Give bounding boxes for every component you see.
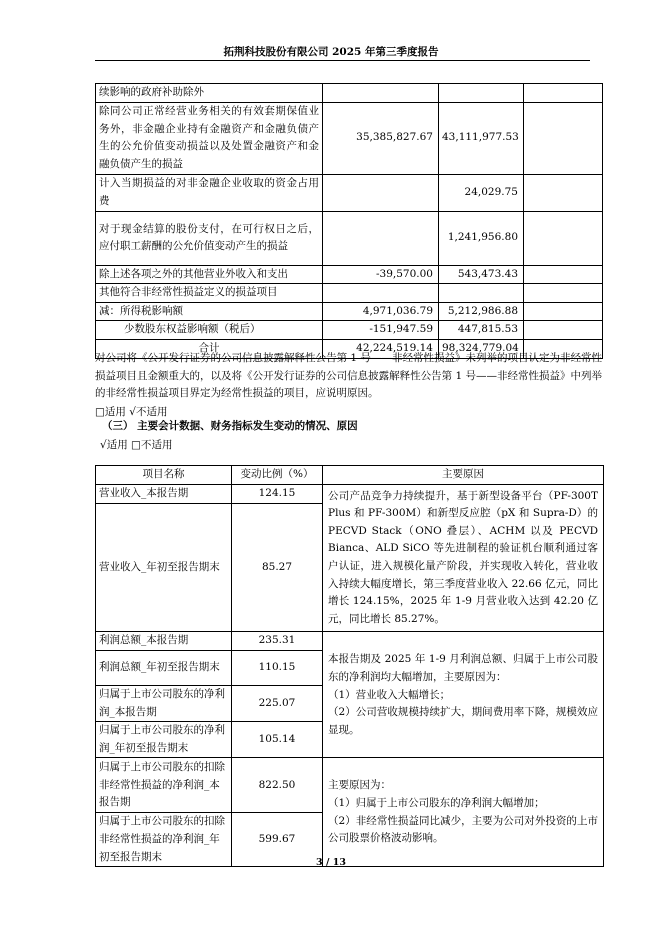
note-paragraph: 对公司将《公开发行证券的公司信息披露解释性公告第 1 号——非经常性损益》未列举的项目认定为非经常性损益项目且金额重大的，以及将《公开发行证券的公司信息披露解释性公告第 1 号——非经常性损益》中列举的非经常性损益项目界定为经常性损益的项目，应说明原因。 — [95, 352, 602, 400]
section-title: （三） 主要会计数据、财务指标发生变动的情况、原因 — [102, 420, 358, 432]
current-value: -151,947.59 — [323, 321, 439, 340]
row-label: 少数股东权益影响额（税后） — [96, 321, 323, 340]
ytd-value: 43,111,977.53 — [439, 102, 524, 174]
row-label: 除同公司正常经营业务相关的有效套期保值业务外，非金融企业持有金融资产和金融负债产生的公允价值变动损益以及处置金融资产和金融负债产生的损益 — [96, 102, 323, 174]
note-cell — [524, 302, 603, 321]
row-label: 减：所得税影响额 — [96, 302, 323, 321]
reason-profit — [323, 632, 604, 758]
item-name: 营业收入_年初至报告期末 — [96, 504, 232, 632]
current-value: -39,570.00 — [323, 265, 439, 284]
change-ratio: 822.50 — [232, 758, 323, 813]
change-ratio: 124.15 — [232, 484, 323, 504]
current-value — [323, 174, 439, 211]
note-cell — [524, 84, 603, 103]
table-row — [96, 174, 603, 211]
reason-revenue: 公司产品竞争力持续提升，基于新型设备平台（PF-300T Plus 和 PF-300M）和新型反应腔（pX 和 Supra-D）的 PECVD Stack（ONO 叠层）、ACHM 以及 PECVD Bianca、ALD SiCO 等先进制程的验证机台顺利通过客户认证，进入规模化量产阶段，并实现收入转化，营业收入持续大幅度增长，第三季度营业收入 22.66 亿元，同比增长 124.15%，2025 年 1-9 月营业收入达到 42.20 亿元，同比增长 85.27%。 — [323, 484, 604, 632]
row-label: 计入当期损益的对非金融企业收取的资金占用费 — [96, 174, 323, 211]
section-applicable: √适用 □不适用 — [100, 439, 173, 451]
reason-profit-1: （1）营业收入大幅增长； — [328, 688, 451, 701]
change-ratio: 235.31 — [232, 632, 323, 651]
table-row — [96, 84, 603, 103]
reason-deducted-1: （1）归属于上市公司股东的净利润大幅增加； — [328, 796, 545, 809]
ytd-value: 24,029.75 — [439, 174, 524, 211]
reason-deducted — [323, 758, 604, 867]
note-cell — [524, 321, 603, 340]
change-ratio: 85.27 — [232, 504, 323, 632]
ytd-value — [439, 84, 524, 103]
row-label: 对于现金结算的股份支付，在可行权日之后，应付职工薪酬的公允价值变动产生的损益 — [96, 211, 323, 265]
item-name: 利润总额_年初至报告期末 — [96, 650, 232, 685]
table-row — [96, 632, 604, 651]
note-cell — [524, 211, 603, 265]
note-cell — [524, 265, 603, 284]
item-name: 归属于上市公司股东的净利润_本报告期 — [96, 685, 232, 721]
header-rule — [95, 60, 590, 61]
nonrecurring-table — [95, 83, 603, 359]
note-cell — [524, 174, 603, 211]
header-reason: 主要原因 — [323, 466, 604, 485]
item-name: 利润总额_本报告期 — [96, 632, 232, 651]
row-label: 除上述各项之外的其他营业外收入和支出 — [96, 265, 323, 284]
change-ratio: 105.14 — [232, 722, 323, 758]
page-number: 3 / 13 — [316, 857, 346, 868]
current-value: 4,971,036.79 — [323, 302, 439, 321]
ytd-value: 543,473.43 — [439, 265, 524, 284]
ytd-value: 5,212,986.88 — [439, 302, 524, 321]
row-label: 其他符合非经常性损益定义的损益项目 — [96, 284, 323, 303]
reason-profit-intro: 本报告期及 2025 年 1-9 月利润总额、归属于上市公司股东的净利润均大幅增加，主要原因为： — [328, 653, 598, 683]
change-table — [95, 465, 604, 867]
header-name: 项目名称 — [96, 466, 232, 485]
table-header-row — [96, 466, 604, 485]
current-value: 42,224,519.14 — [323, 339, 439, 358]
table-row — [96, 211, 603, 265]
header-ratio: 变动比例（%） — [232, 466, 323, 485]
ytd-value: 98,324,779.04 — [439, 339, 524, 358]
table-row — [96, 265, 603, 284]
item-name: 归属于上市公司股东的净利润_年初至报告期末 — [96, 722, 232, 758]
current-value: 35,385,827.67 — [323, 102, 439, 174]
table-row — [96, 102, 603, 174]
item-name: 归属于上市公司股东的扣除非经常性损益的净利润_年初至报告期末 — [96, 813, 232, 867]
change-ratio: 599.67 — [232, 813, 323, 867]
table-row — [96, 302, 603, 321]
table-row — [96, 321, 603, 340]
ytd-value: 1,241,956.80 — [439, 211, 524, 265]
note-applicable: □适用 √不适用 — [95, 406, 168, 418]
note-cell — [524, 102, 603, 174]
item-name: 营业收入_本报告期 — [96, 484, 232, 504]
table-row — [96, 758, 604, 813]
row-label: 续影响的政府补助除外 — [96, 84, 323, 103]
item-name: 归属于上市公司股东的扣除非经常性损益的净利润_本报告期 — [96, 758, 232, 813]
table-row — [96, 484, 604, 504]
table-row — [96, 284, 603, 303]
change-ratio: 110.15 — [232, 650, 323, 685]
reason-profit-2: （2）公司营收规模持续扩大，期间费用率下降，规模效应显现。 — [328, 706, 598, 736]
row-label: 合计 — [96, 339, 323, 358]
reason-deducted-intro: 主要原因为： — [328, 779, 391, 792]
current-value — [323, 284, 439, 303]
reason-deducted-2: （2）非经常性损益同比减少，主要为公司对外投资的上市公司股票价格波动影响。 — [328, 814, 598, 845]
page-header: 拓荆科技股份有限公司 2025 年第三季度报告 — [223, 46, 439, 58]
ytd-value: 447,815.53 — [439, 321, 524, 340]
current-value — [323, 211, 439, 265]
ytd-value — [439, 284, 524, 303]
current-value — [323, 84, 439, 103]
note-cell — [524, 284, 603, 303]
change-ratio: 225.07 — [232, 685, 323, 721]
